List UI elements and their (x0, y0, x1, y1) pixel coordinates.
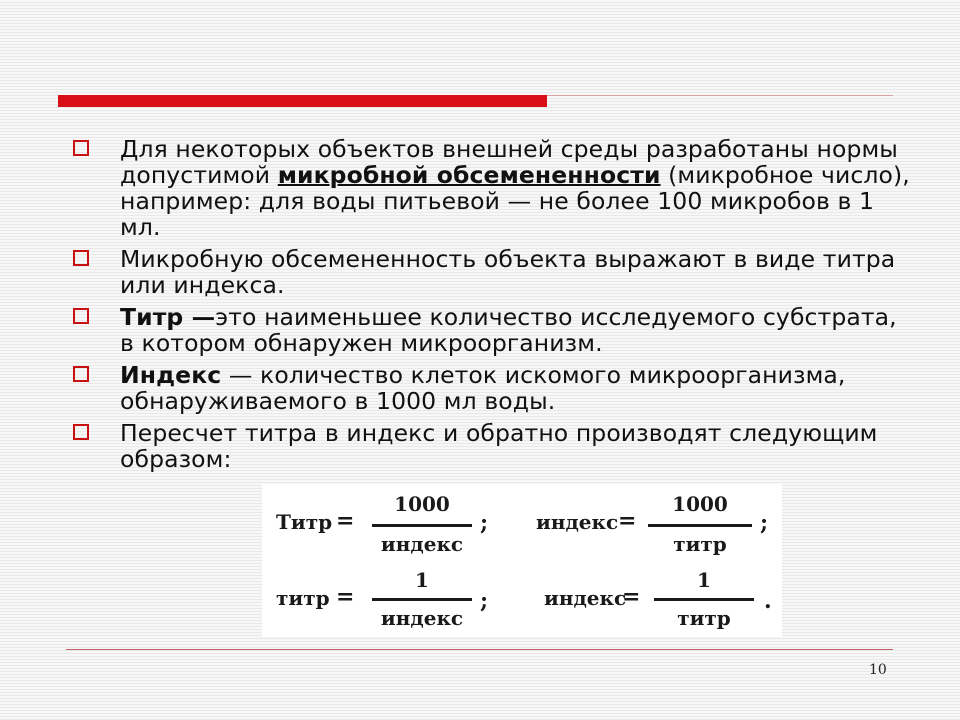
formula-index-1 (530, 560, 782, 637)
bullet-item (70, 420, 910, 472)
formula-terminator: ; (480, 510, 489, 536)
bullet-term: Титр — (120, 303, 216, 331)
square-bullet-icon (73, 140, 89, 156)
bullet-emphasis: микробной обсемененности (277, 161, 661, 189)
bullet-item (70, 246, 910, 298)
square-bullet-icon (73, 366, 89, 382)
bullet-item (70, 362, 910, 414)
bullet-list (70, 136, 910, 478)
bullet-item (70, 304, 910, 356)
formula-index-1000 (530, 484, 782, 560)
fraction (372, 490, 472, 560)
fraction-numerator: 1 (415, 568, 429, 592)
title-accent-bar (58, 95, 547, 107)
bullet-item (70, 136, 910, 240)
bullet-text: Пересчет титра в индекс и обратно производят следующим образом: (120, 419, 878, 473)
formula-titer-1000 (262, 484, 522, 560)
formula-titer-1 (262, 560, 522, 637)
fraction-bar (648, 524, 752, 527)
square-bullet-icon (73, 250, 89, 266)
fraction (372, 564, 472, 634)
square-bullet-icon (73, 424, 89, 440)
formula-terminator: ; (480, 588, 489, 614)
formula-equals: = (336, 508, 355, 534)
fraction-bar (372, 598, 472, 601)
fraction-denominator: индекс (380, 532, 464, 556)
title-accent-line (547, 95, 893, 96)
fraction-bar (372, 524, 472, 527)
formula-name: индекс (536, 510, 619, 534)
fraction (648, 490, 752, 560)
formula-terminator: . (764, 588, 772, 614)
page-number: 10 (869, 662, 887, 678)
fraction (654, 564, 754, 634)
bullet-text: — количество клеток искомого микроорганизма, обнаруживаемого в 1000 мл воды. (120, 361, 846, 415)
fraction-bar (654, 598, 754, 601)
formula-image (262, 484, 782, 637)
formula-terminator: ; (760, 510, 769, 536)
bullet-text: Для некоторых объектов внешней среды разработаны нормы допустимой (120, 135, 898, 189)
fraction-denominator: индекс (380, 606, 464, 630)
fraction-denominator: титр (673, 532, 727, 556)
formula-equals: = (618, 508, 637, 534)
bullet-text: Микробную обсемененность объекта выражают в виде титра или индекса. (120, 245, 896, 299)
fraction-numerator: 1000 (672, 492, 728, 516)
formula-name: титр (276, 586, 330, 610)
bullet-term: Индекс (120, 361, 222, 389)
footer-divider (66, 649, 893, 650)
square-bullet-icon (73, 308, 89, 324)
bullet-text: (микробное число), например: для воды питьевой — не более 100 микробов в 1 мл. (120, 161, 910, 241)
formula-equals: = (336, 584, 355, 610)
formula-equals: = (622, 584, 641, 610)
formula-name: Титр (276, 510, 333, 534)
fraction-numerator: 1 (697, 568, 711, 592)
formula-name: индекс (544, 586, 627, 610)
fraction-numerator: 1000 (394, 492, 450, 516)
bullet-text: это наименьшее количество исследуемого субстрата, в котором обнаружен микроорганизм. (120, 303, 897, 357)
fraction-denominator: титр (677, 606, 731, 630)
